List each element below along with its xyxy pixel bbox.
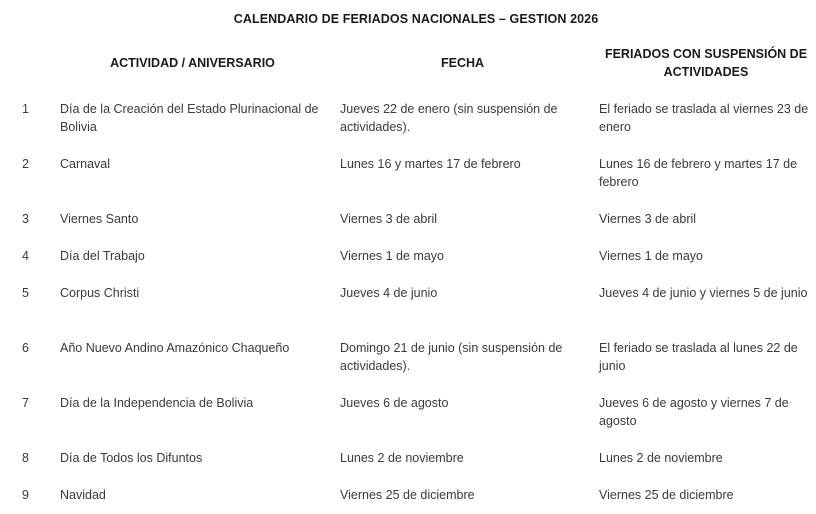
row-feriado: El feriado se traslada al lunes 22 de junio xyxy=(599,341,798,373)
row-actividad: Día de la Creación del Estado Plurinacional de Bolivia xyxy=(60,102,319,134)
row-actividad: Día de Todos los Difuntos xyxy=(60,451,203,465)
row-fecha: Viernes 3 de abril xyxy=(340,212,438,226)
row-actividad: Corpus Christi xyxy=(60,286,140,300)
row-feriado: Lunes 2 de noviembre xyxy=(599,451,723,465)
row-feriado: Viernes 1 de mayo xyxy=(599,249,703,263)
row-actividad: Día de la Independencia de Bolivia xyxy=(60,396,254,410)
column-header-feriados: FERIADOS CON SUSPENSIÓN DE ACTIVIDADES xyxy=(604,47,808,79)
row-fecha: Viernes 1 de mayo xyxy=(340,249,444,263)
row-fecha: Viernes 25 de diciembre xyxy=(340,488,475,502)
row-feriado: Viernes 25 de diciembre xyxy=(599,488,734,502)
row-fecha: Lunes 16 y martes 17 de febrero xyxy=(340,157,521,171)
row-fecha: Jueves 22 de enero (sin suspensión de actividades). xyxy=(340,102,558,134)
row-number: 3 xyxy=(22,212,29,226)
row-actividad: Viernes Santo xyxy=(60,212,139,226)
column-header-actividad: ACTIVIDAD / ANIVERSARIO xyxy=(110,56,275,70)
row-fecha: Domingo 21 de junio (sin suspensión de actividades). xyxy=(340,341,563,373)
row-number: 8 xyxy=(22,451,29,465)
row-feriado: Lunes 16 de febrero y martes 17 de febrero xyxy=(599,157,798,189)
row-number: 9 xyxy=(22,488,29,502)
row-number: 4 xyxy=(22,249,29,263)
row-actividad: Día del Trabajo xyxy=(60,249,145,263)
row-feriado: Jueves 6 de agosto y viernes 7 de agosto xyxy=(599,396,789,428)
row-feriado: Viernes 3 de abril xyxy=(599,212,697,226)
row-fecha: Jueves 4 de junio xyxy=(340,286,438,300)
row-number: 1 xyxy=(22,102,29,116)
row-actividad: Año Nuevo Andino Amazónico Chaqueño xyxy=(60,341,290,355)
row-number: 5 xyxy=(22,286,29,300)
row-number: 7 xyxy=(22,396,29,410)
row-actividad: Navidad xyxy=(60,488,106,502)
row-actividad: Carnaval xyxy=(60,157,111,171)
row-number: 6 xyxy=(22,341,29,355)
column-header-fecha: FECHA xyxy=(440,56,485,70)
row-fecha: Lunes 2 de noviembre xyxy=(340,451,464,465)
row-feriado: Jueves 4 de junio y viernes 5 de junio xyxy=(599,286,808,300)
row-number: 2 xyxy=(22,157,29,171)
row-feriado: El feriado se traslada al viernes 23 de enero xyxy=(599,102,809,134)
row-fecha: Jueves 6 de agosto xyxy=(340,396,449,410)
page-title: CALENDARIO DE FERIADOS NACIONALES – GESTION 2026 xyxy=(233,12,599,26)
